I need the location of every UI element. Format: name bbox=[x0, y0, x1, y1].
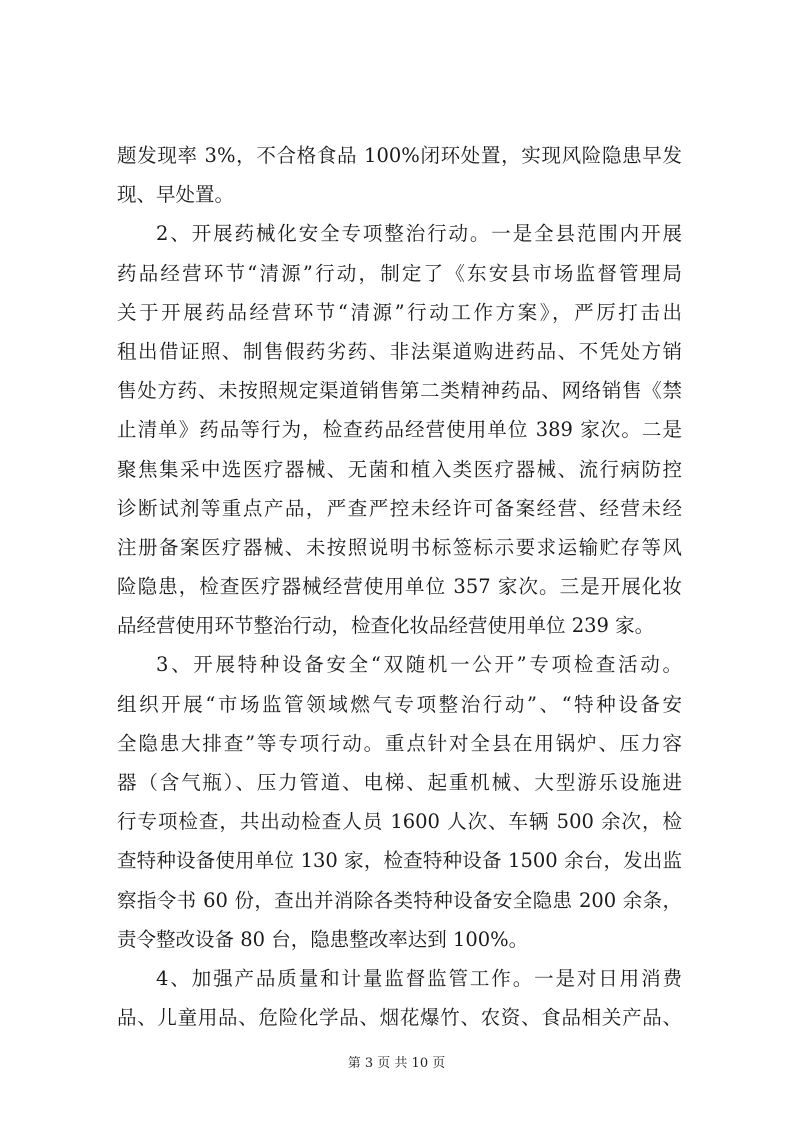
text-line: 诊断试剂等重点产品，严查严控未经许可备案经营、经营未经 bbox=[117, 496, 682, 520]
text-line: 察指令书 60 份，查出并消除各类特种设备安全隐患 200 余条， bbox=[117, 888, 682, 912]
text-line: 责令整改设备 80 台，隐患整改率达到 100%。 bbox=[117, 927, 529, 951]
text-line: 器（含气瓶）、压力管道、电梯、起重机械、大型游乐设施进 bbox=[117, 771, 682, 794]
text-line: 止清单》药品等行为，检查药品经营使用单位 389 家次。二是 bbox=[117, 418, 682, 442]
text-line: 行专项检查，共出动检查人员 1600 人次、车辆 500 余次，检 bbox=[117, 810, 682, 834]
text-line: 2、开展药械化安全专项整治行动。一是全县范围内开展 bbox=[156, 222, 682, 246]
text-line: 全隐患大排查”等专项行动。重点针对全县在用锅炉、压力容 bbox=[117, 731, 682, 755]
text-line: 注册备案医疗器械、未按照说明书标签标示要求运输贮存等风 bbox=[117, 535, 682, 559]
text-line: 品、儿童用品、危险化学品、烟花爆竹、农资、食品相关产品、 bbox=[117, 1006, 682, 1030]
text-line: 关于开展药品经营环节“清源”行动工作方案》，严厉打击出 bbox=[117, 300, 682, 324]
document-body bbox=[117, 136, 682, 1037]
text-line: 药品经营环节“清源”行动，制定了《东安县市场监督管理局 bbox=[117, 261, 682, 285]
text-line: 险隐患，检查医疗器械经营使用单位 357 家次。三是开展化妆 bbox=[117, 575, 682, 599]
text-line: 售处方药、未按照规定渠道销售第二类精神药品、网络销售《禁 bbox=[117, 379, 682, 403]
text-line: 租出借证照、制售假药劣药、非法渠道购进药品、不凭处方销 bbox=[117, 339, 682, 363]
text-line: 题发现率 3%，不合格食品 100%闭环处置，实现风险隐患早发 bbox=[117, 144, 682, 167]
text-line: 3、开展特种设备安全“双随机一公开”专项检查活动。 bbox=[156, 653, 682, 677]
text-line: 聚焦集采中选医疗器械、无菌和植入类医疗器械、流行病防控 bbox=[117, 457, 682, 481]
page-number-footer: 第 3 页 共 10 页 bbox=[347, 1056, 446, 1071]
text-line: 现、早处置。 bbox=[117, 183, 235, 207]
text-line: 4、加强产品质量和计量监督监管工作。一是对日用消费 bbox=[156, 966, 682, 990]
text-line: 组织开展“市场监管领域燃气专项整治行动”、“特种设备安 bbox=[117, 692, 682, 716]
text-line: 品经营使用环节整治行动，检查化妆品经营使用单位 239 家。 bbox=[117, 614, 655, 638]
text-line: 查特种设备使用单位 130 家，检查特种设备 1500 余台，发出监 bbox=[117, 849, 682, 873]
